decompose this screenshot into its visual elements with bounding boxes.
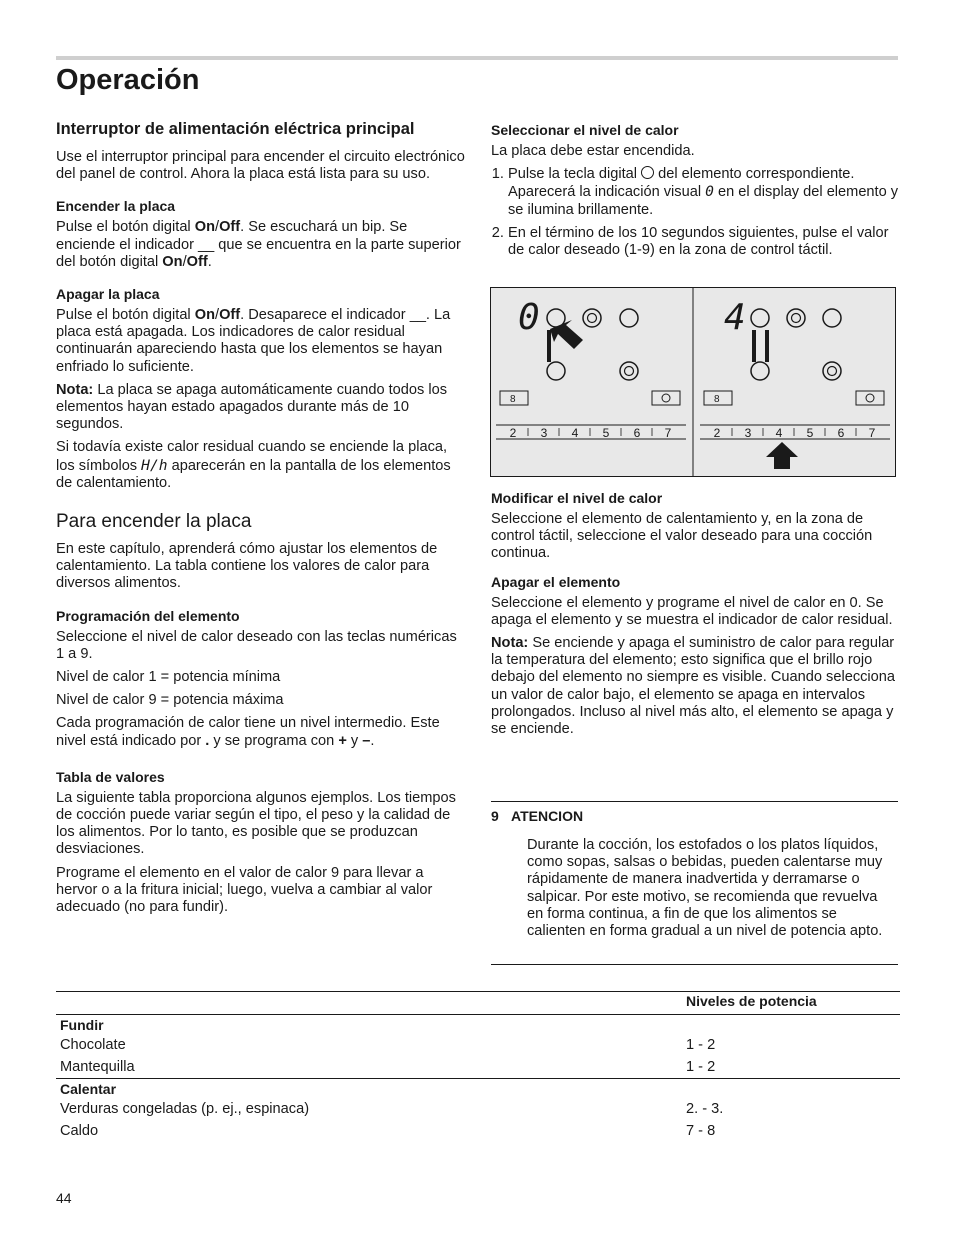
power-level-value: 2. - 3. (686, 1101, 724, 1117)
subheading-turn-off-element: Apagar el elemento (491, 573, 621, 590)
food-item: Caldo (60, 1123, 99, 1139)
residual-heat-text: Si todavía existe calor residual cuando se enciende la placa, los símbolos H/h aparecerán en la pantalla de los elementos de calentamiento. (56, 439, 451, 491)
turn-on-text: Pulse el botón digital On/Off. Se escuchará un bip. Se enciende el indicador __ que se encuentra en la parte superior del botón digital On/Off. (56, 219, 461, 270)
table-group-heading: Fundir (60, 1017, 104, 1033)
subheading-programming: Programación del elemento (56, 607, 240, 624)
glow-bar (765, 330, 769, 362)
table-group (56, 1015, 900, 1078)
key-label-2: 2 (509, 426, 517, 440)
power-level-table (56, 991, 900, 1142)
table-body (56, 1015, 900, 1142)
right-column-lower (491, 489, 899, 744)
key-label-7: 7 (664, 426, 672, 440)
table-group-heading: Calentar (60, 1081, 117, 1097)
glow-bar (547, 330, 551, 362)
key-label-7: 7 (868, 426, 876, 440)
key-label-6: 6 (633, 426, 641, 440)
food-item: Mantequilla (60, 1059, 135, 1075)
value-table-text-1: La siguiente tabla proporciona algunos ejemplos. Los tiempos de cocción puede variar según el tipo, el peso y la calidad de los alimentos. Por lo tanto, es posible que se produzcan desviaciones. (56, 789, 456, 858)
touch-key-circle-icon (641, 166, 654, 179)
left-column (56, 118, 466, 922)
key-label-3: 3 (744, 426, 752, 440)
residual-heat-symbol: H/h (141, 456, 168, 474)
key-label-5: 5 (806, 426, 814, 440)
caution-box (491, 801, 898, 965)
control-panel-diagram (490, 287, 896, 477)
auto-off-note: Nota: La placa se apaga automáticamente cuando todos los elementos hayan estado apagados durante más de 10 segundos. (56, 381, 448, 433)
select-level-steps (491, 166, 899, 259)
heat-cycle-note: Nota: Se enciende y apaga el suministro de calor para regular la temperatura del elemento; esto significa que el brillo rojo debajo del elemento no siempre es visible. Cuando selecciona un valor de calor bajo, el elemento se apaga en intervalos prolongados. Incluso al nivel más alto, el elemento se apaga y se enciende. (491, 635, 896, 738)
page-title: Operación (56, 64, 200, 96)
turn-off-element-text: Seleccione el elemento y programe el nivel de calor en 0. Se apaga el elemento y se muestra el indicador de calor residual. (491, 594, 893, 628)
caution-text: Durante la cocción, los estofados o los platos líquidos, como sopas, salsas o bebidas, pueden calentarse muy rápidamente de manera inadvertida y derramarse o salpicar. Por este motivo, se recomienda que revuelva en forma continua, a fin de que los alimentos se calienten en forma gradual a un nivel de potencia apto. (527, 837, 883, 940)
key-label-2: 2 (713, 426, 721, 440)
select-level-intro: La placa debe estar encendida. (491, 143, 695, 159)
subheading-turn-off: Apagar la placa (56, 286, 160, 303)
subheading-value-table: Tabla de valores (56, 768, 165, 785)
right-display-digit: 4 (724, 297, 746, 338)
step-2: 2. En el término de los 10 segundos siguientes, pulse el valor de calor deseado (1-9) en la zona de control táctil. (508, 225, 899, 259)
section-heading-main-switch: Interruptor de alimentación eléctrica principal (56, 120, 415, 138)
power-level-value: 1 - 2 (686, 1037, 716, 1053)
step-1: 1. Pulse la tecla digital del elemento correspondiente. Aparecerá la indicación visual 0 en el display del elemento y se ilumina brillamente. (508, 166, 899, 219)
turn-on-cooktop-intro: En este capítulo, aprenderá cómo ajustar los elementos de calentamiento. La tabla contiene los valores de calor para diversos alimentos. (56, 541, 438, 592)
glow-bar (752, 330, 756, 362)
level-max: Nivel de calor 9 = potencia máxima (56, 692, 284, 709)
zero-display-symbol: 0 (705, 183, 714, 201)
small-key-label: 8 (510, 394, 516, 405)
modify-level-text: Seleccione el elemento de calentamiento y, en la zona de control táctil, seleccione el valor deseado para una cocción continua. (491, 511, 873, 562)
table-row (56, 1098, 900, 1120)
subheading-select-level: Seleccionar el nivel de calor (491, 122, 679, 138)
subheading-turn-on: Encender la placa (56, 198, 176, 215)
food-item: Verduras congeladas (p. ej., espinaca) (60, 1101, 310, 1117)
programming-text: Seleccione el nivel de calor deseado con las teclas numéricas 1 a 9. (56, 628, 457, 662)
food-item: Chocolate (60, 1037, 126, 1053)
column-header-power-levels: Niveles de potencia (686, 993, 817, 1009)
page-number: 44 (56, 1190, 72, 1206)
turn-off-text: Pulse el botón digital On/Off. Desaparece el indicador __. La placa está apagada. Los indicadores de calor residual continuarán apareciendo hasta que los elementos se hayan enfriado lo suficiente. (56, 307, 451, 375)
table-row (56, 1034, 900, 1056)
section-heading-turn-on-cooktop: Para encender la placa (56, 511, 252, 533)
key-label-4: 4 (775, 426, 783, 440)
level-min: Nivel de calor 1 = potencia mínima (56, 669, 281, 686)
key-label-3: 3 (540, 426, 548, 440)
key-label-5: 5 (602, 426, 610, 440)
caution-label: ATENCION (511, 808, 584, 824)
power-level-value: 1 - 2 (686, 1059, 716, 1075)
table-row (56, 1120, 900, 1142)
table-row (56, 1056, 900, 1078)
caution-heading (491, 808, 583, 825)
small-key-label: 8 (714, 394, 720, 405)
key-label-4: 4 (571, 426, 579, 440)
subheading-modify-level: Modificar el nivel de calor (491, 490, 663, 506)
table-header (56, 991, 900, 1015)
value-table-text-2: Programe el elemento en el valor de calor 9 para llevar a hervor o a la fritura inicial; luego, vuelva a cambiar al valor adecuado (no para fundir). (56, 864, 433, 916)
main-switch-intro: Use el interruptor principal para encender el circuito electrónico del panel de control. Ahora la placa está lista para su uso. (56, 149, 465, 183)
left-display-digit: 0 (518, 297, 540, 338)
table-group (56, 1078, 900, 1142)
right-column (491, 121, 899, 265)
power-level-value: 7 - 8 (686, 1123, 716, 1139)
warning-icon: 9 (491, 808, 499, 824)
key-label-6: 6 (837, 426, 845, 440)
intermediate-level-text: Cada programación de calor tiene un nivel intermedio. Este nivel está indicado por . y se programa con + y –. (56, 715, 440, 749)
